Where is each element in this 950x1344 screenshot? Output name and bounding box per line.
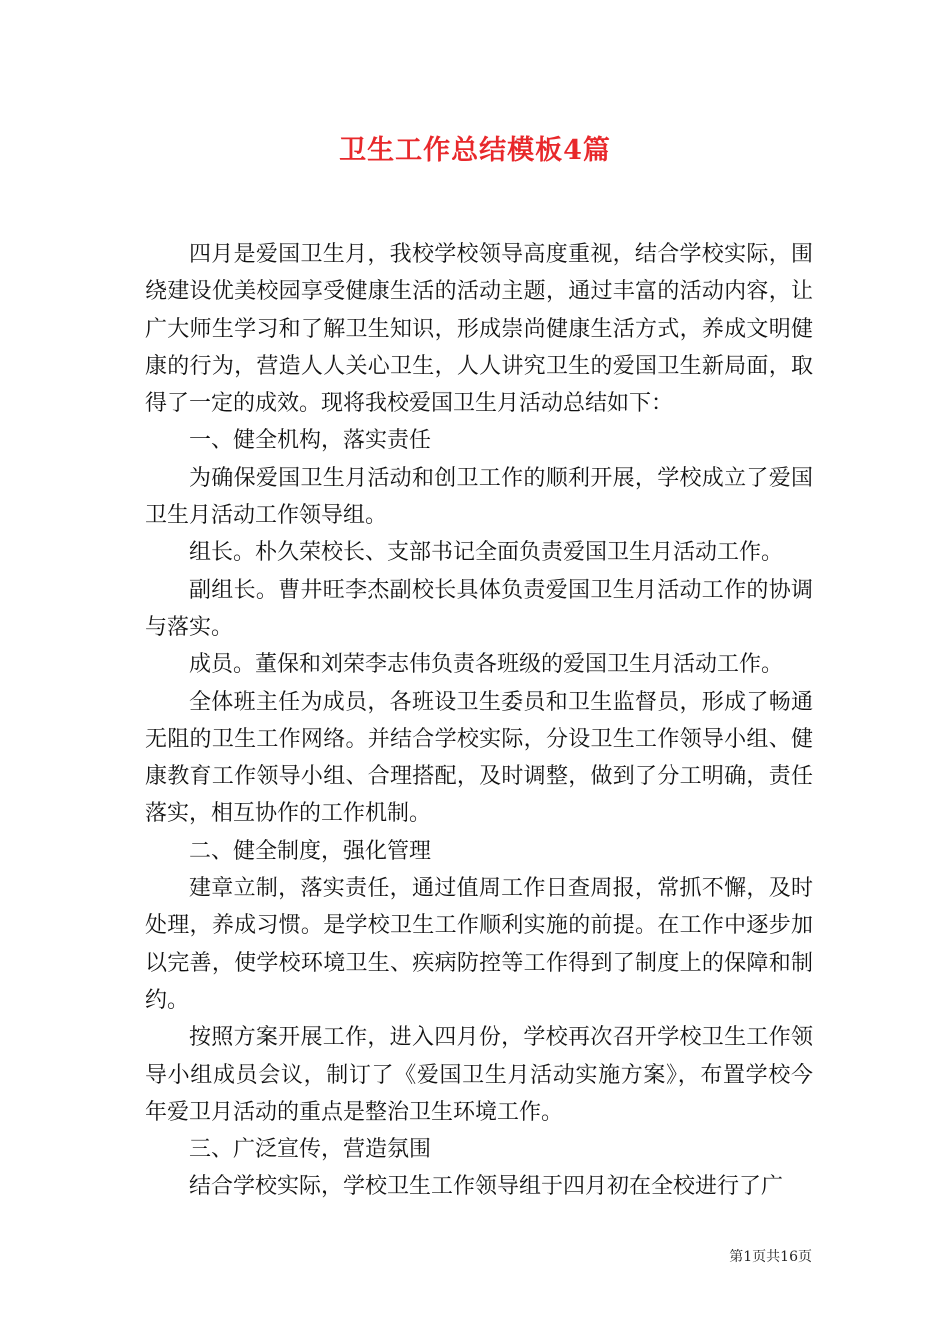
document-body (145, 236, 813, 1206)
section-heading-3: 三、广泛宣传，营造氛围 (189, 1137, 432, 1163)
paragraph: 建章立制，落实责任，通过值周工作日查周报，常抓不懈，及时处理，养成习惯。是学校卫生工作顺利实施的前提。在工作中逐步加以完善，使学校环境卫生、疾病防控等工作得到了制度上的保障和制约。 (145, 876, 813, 1013)
paragraph: 结合学校实际，学校卫生工作领导组于四月初在全校进行了广 (189, 1174, 784, 1200)
paragraph: 全体班主任为成员，各班设卫生委员和卫生监督员，形成了畅通无阻的卫生工作网络。并结合学校实际，分设卫生工作领导小组、健康教育工作领导小组、合理搭配，及时调整，做到了分工明确，责任落实，相互协作的工作机制。 (145, 689, 813, 827)
paragraph: 副组长。曹井旺李杰副校长具体负责爱国卫生月活动工作的协调与落实。 (145, 577, 813, 640)
paragraph: 成员。董保和刘荣李志伟负责各班级的爱国卫生月活动工作。 (189, 652, 784, 678)
page-number-footer: 第1页共16页 (729, 1249, 812, 1265)
section-heading-2: 二、健全制度，强化管理 (189, 838, 432, 864)
section-heading-1: 一、健全机构，落实责任 (189, 428, 432, 454)
paragraph-intro: 四月是爱国卫生月，我校学校领导高度重视，结合学校实际，围绕建设优美校园享受健康生活的活动主题，通过丰富的活动内容，让广大师生学习和了解卫生知识，形成崇尚健康生活方式，养成文明健康的行为，营造人人关心卫生，人人讲究卫生的爱国卫生新局面，取得了一定的成效。现将我校爱国卫生月活动总结如下： (145, 242, 813, 417)
document-title: 卫生工作总结模板4篇 (339, 135, 611, 166)
paragraph: 组长。朴久荣校长、支部书记全面负责爱国卫生月活动工作。 (189, 540, 784, 566)
paragraph: 为确保爱国卫生月活动和创卫工作的顺利开展，学校成立了爱国卫生月活动工作领导组。 (145, 465, 813, 529)
paragraph: 按照方案开展工作，进入四月份，学校再次召开学校卫生工作领导小组成员会议，制订了《爱国卫生月活动实施方案》，布置学校今年爱卫月活动的重点是整治卫生环境工作。 (145, 1025, 813, 1125)
